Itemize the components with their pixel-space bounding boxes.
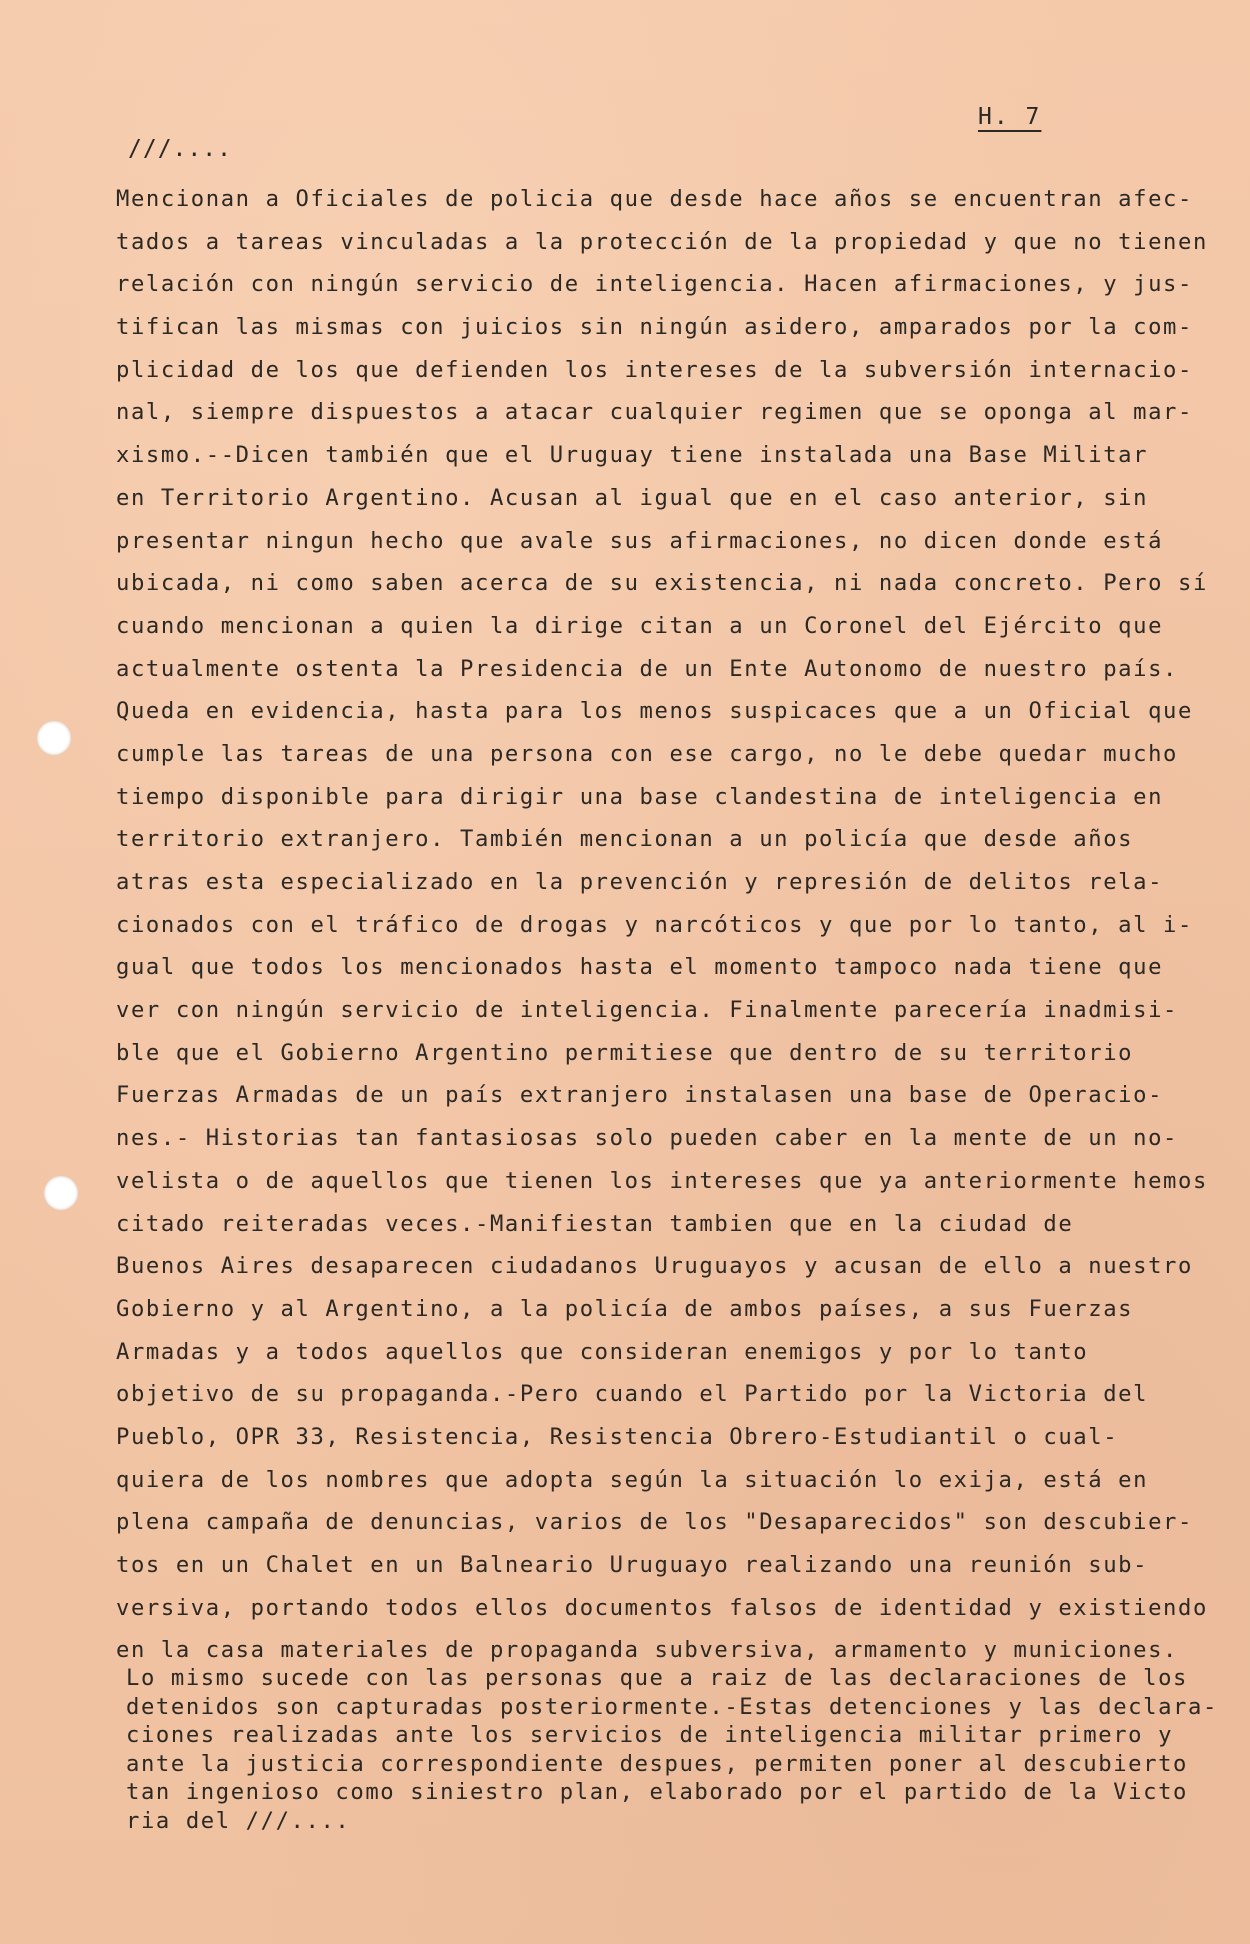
punch-hole xyxy=(44,1176,78,1210)
text-line: ante la justicia correspondiente despues, permiten poner al descubierto xyxy=(126,1750,1189,1777)
text-line: en la casa materiales de propaganda subversiva, armamento y municiones. xyxy=(116,1637,1179,1664)
text-line: tados a tareas vinculadas a la protección de la propiedad y que no tienen xyxy=(116,228,1208,255)
text-line: Lo mismo sucede con las personas que a raiz de las declaraciones de los xyxy=(126,1665,1189,1691)
text-line: ver con ningún servicio de inteligencia. Finalmente parecería inadmisi- xyxy=(116,997,1179,1024)
text-line: tiempo disponible para dirigir una base clandestina de inteligencia en xyxy=(116,783,1164,810)
text-line: tan ingenioso como siniestro plan, elaborado por el partido de la Victo xyxy=(126,1779,1189,1805)
text-line: territorio extranjero. También mencionan a un policía que desde años xyxy=(116,826,1134,853)
text-line: Mencionan a Oficiales de policia que desde hace años se encuentran afec- xyxy=(116,186,1193,212)
page-number: H. 7 xyxy=(978,104,1042,130)
text-line: cuando mencionan a quien la dirige citan a un Coronel del Ejército que xyxy=(116,612,1164,639)
text-line: presentar ningun hecho que avale sus afirmaciones, no dicen donde está xyxy=(116,527,1164,554)
body-text xyxy=(116,178,1208,1672)
text-line: tos en un Chalet en un Balneario Uruguayo realizando una reunión sub- xyxy=(116,1552,1149,1578)
text-line: Armadas y a todos aquellos que consideran enemigos y por lo tanto xyxy=(116,1338,1089,1365)
text-line: versiva, portando todos ellos documentos falsos de identidad y existiendo xyxy=(116,1594,1208,1621)
text-line: nes.- Historias tan fantasiosas solo pueden caber en la mente de un no- xyxy=(116,1125,1179,1152)
text-line: ubicada, ni como saben acerca de su existencia, ni nada concreto. Pero sí xyxy=(116,570,1208,597)
text-line: velista o de aquellos que tienen los intereses que ya anteriormente hemos xyxy=(116,1167,1208,1194)
text-line: detenidos son capturadas posteriormente.-Estas detenciones y las declara- xyxy=(126,1693,1218,1720)
closing-paragraph xyxy=(126,1664,1218,1835)
text-line: ciones realizadas ante los servicios de inteligencia militar primero y xyxy=(126,1722,1174,1748)
text-line: nal, siempre dispuestos a atacar cualquier regimen que se oponga al mar- xyxy=(116,399,1193,426)
text-line: atras esta especializado en la prevención y represión de delitos rela- xyxy=(116,869,1164,895)
punch-hole xyxy=(37,721,71,755)
text-line: Queda en evidencia, hasta para los menos suspicaces que a un Oficial que xyxy=(116,698,1193,725)
text-line: quiera de los nombres que adopta según la situación lo exija, está en xyxy=(116,1466,1149,1493)
text-line: tifican las mismas con juicios sin ningún asidero, amparados por la com- xyxy=(116,314,1193,341)
text-line: objetivo de su propaganda.-Pero cuando el Partido por la Victoria del xyxy=(116,1381,1149,1408)
text-line: cionados con el tráfico de drogas y narcóticos y que por lo tanto, al i- xyxy=(116,911,1193,938)
text-line: cumple las tareas de una persona con ese cargo, no le debe quedar mucho xyxy=(116,740,1179,767)
text-line: Fuerzas Armadas de un país extranjero instalasen una base de Operacio- xyxy=(116,1082,1164,1109)
text-line: Buenos Aires desaparecen ciudadanos Uruguayos y acusan de ello a nuestro xyxy=(116,1253,1193,1280)
text-line: ble que el Gobierno Argentino permitiese que dentro de su territorio xyxy=(116,1039,1134,1066)
text-line: en Territorio Argentino. Acusan al igual que en el caso anterior, sin xyxy=(116,484,1149,511)
text-line: Gobierno y al Argentino, a la policía de ambos países, a sus Fuerzas xyxy=(116,1295,1134,1322)
text-line: relación con ningún servicio de inteligencia. Hacen afirmaciones, y jus- xyxy=(116,271,1193,298)
text-line: plicidad de los que defienden los intereses de la subversión internacio- xyxy=(116,356,1193,383)
text-line: Pueblo, OPR 33, Resistencia, Resistencia Obrero-Estudiantil o cual- xyxy=(116,1423,1119,1450)
text-line: gual que todos los mencionados hasta el momento tampoco nada tiene que xyxy=(116,954,1164,981)
text-line: ria del ///.... xyxy=(126,1807,351,1834)
continuation-marker: ///.... xyxy=(128,136,232,162)
text-line: actualmente ostenta la Presidencia de un Ente Autonomo de nuestro país. xyxy=(116,655,1179,682)
text-line: citado reiteradas veces.-Manifiestan tambien que en la ciudad de xyxy=(116,1210,1074,1237)
text-line: plena campaña de denuncias, varios de los "Desaparecidos" son descubier- xyxy=(116,1509,1193,1536)
text-line: xismo.--Dicen también que el Uruguay tiene instalada una Base Militar xyxy=(116,442,1149,469)
